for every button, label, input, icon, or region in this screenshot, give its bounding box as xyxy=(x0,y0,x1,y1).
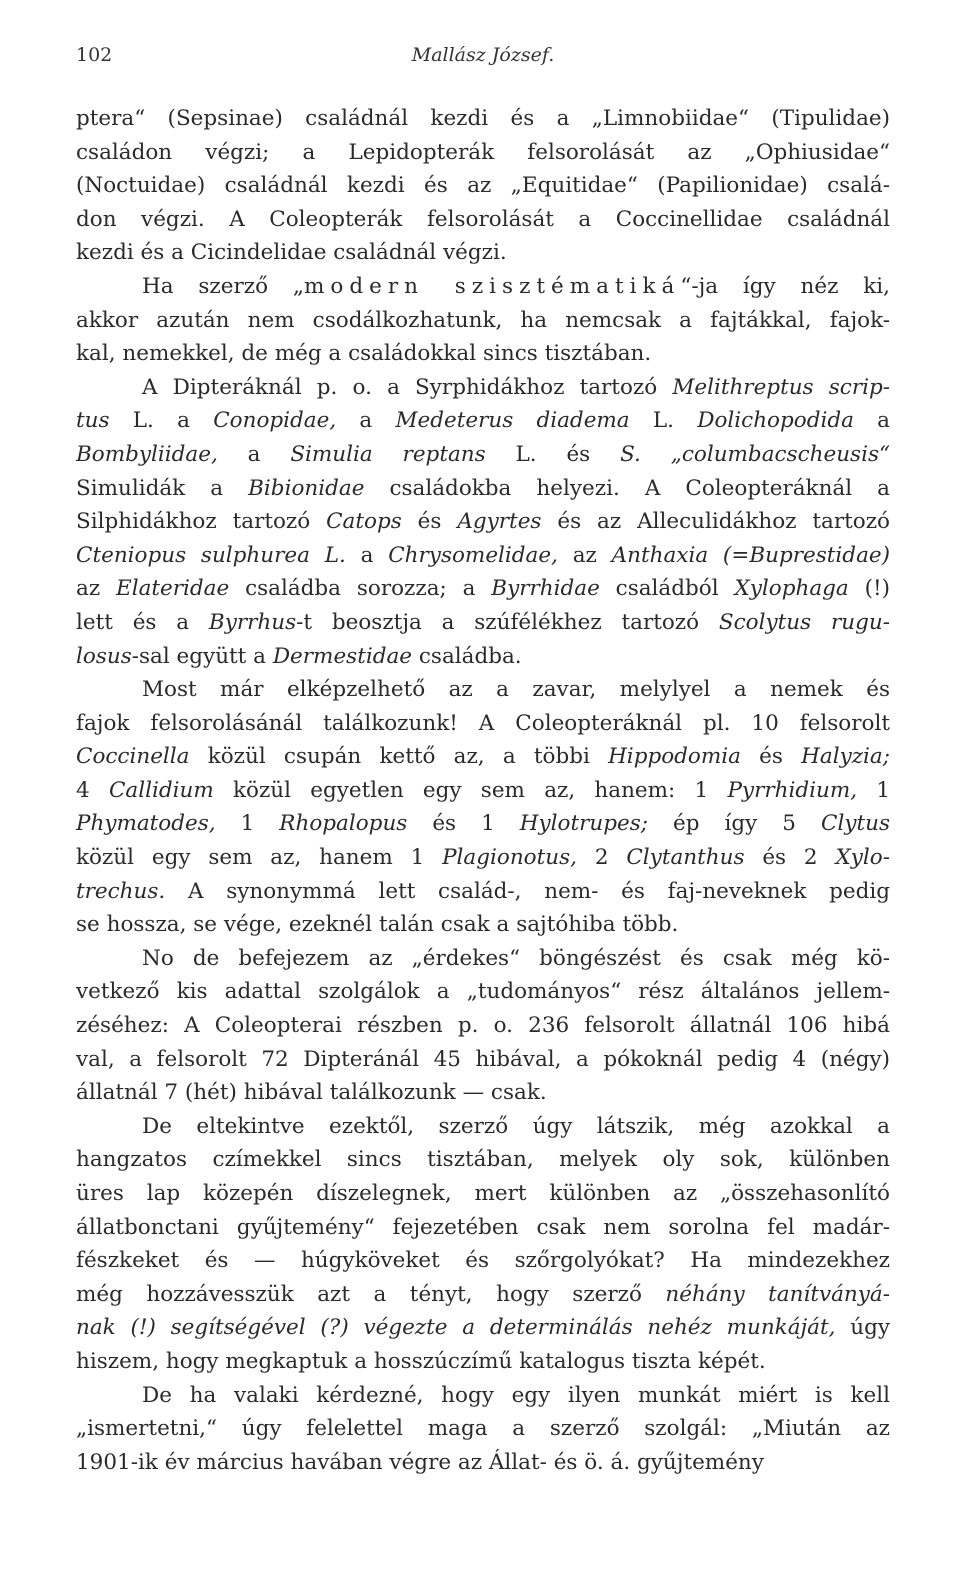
text-run: a xyxy=(853,408,890,434)
text-run: (!) xyxy=(848,576,891,602)
text-line xyxy=(76,1345,890,1379)
text-line xyxy=(76,404,890,438)
text-line xyxy=(76,136,890,170)
text-line xyxy=(76,102,890,136)
italic-text: Medeterus diadema xyxy=(395,408,630,434)
italic-text: Coccinella xyxy=(76,744,190,770)
text-line xyxy=(76,1278,890,1312)
text-line xyxy=(76,673,890,707)
text-line xyxy=(76,975,890,1009)
text-line xyxy=(76,1311,890,1345)
italic-text: Hylotrupes; xyxy=(519,811,649,837)
text-line xyxy=(76,438,890,472)
body-text xyxy=(76,102,890,1479)
italic-text: Anthaxia (=Buprestidae) xyxy=(611,542,890,568)
text-run: családba sorozza; a xyxy=(229,576,492,602)
text-run: L. és xyxy=(485,441,621,467)
italic-text: Xylophaga xyxy=(734,576,849,602)
spaced-text: modern szisztématiká xyxy=(304,273,681,299)
text-run: és az Alleculidákhoz tartozó xyxy=(541,509,890,535)
text-line xyxy=(76,1009,890,1043)
text-run: A Dipteráknál p. o. a Syrphidákhoz tartozó xyxy=(142,374,673,400)
italic-text: Clytus xyxy=(821,811,890,837)
text-run: úgy xyxy=(835,1315,890,1341)
italic-text: trechus. xyxy=(76,878,166,904)
text-line xyxy=(76,807,890,841)
text-line xyxy=(76,203,890,237)
text-run: 2 xyxy=(576,845,627,871)
text-run: és xyxy=(401,509,458,535)
italic-text: S. „columbacscheusis“ xyxy=(620,441,890,467)
italic-text: nak (!) segítségével (?) végezte a determinálás nehéz munkáját, xyxy=(76,1315,836,1341)
text-run: “-ja így néz ki, xyxy=(680,273,890,299)
text-run: 1901-ik év március havában végre az Állat- és ö. á. gyűjtemény xyxy=(76,1449,764,1475)
text-run: Ha szerző „ xyxy=(142,273,305,299)
text-run: Simulidák a xyxy=(76,475,249,501)
text-run: akkor azután nem csodálkozhatunk, ha nemcsak a fajtákkal, fajok- xyxy=(76,307,890,333)
text-run: L. xyxy=(629,408,698,434)
text-run: kezdi és a Cicindelidae családnál végzi. xyxy=(76,240,507,266)
text-line xyxy=(76,270,890,304)
text-line xyxy=(76,1076,890,1110)
text-run: ép így 5 xyxy=(648,811,821,837)
running-head: Mallász József. xyxy=(411,44,555,66)
text-line xyxy=(76,774,890,808)
italic-text: Hippodomia xyxy=(608,744,741,770)
text-run: don végzi. A Coleopterák felsorolását a Coccinellidae családnál xyxy=(76,206,890,232)
text-run: A synonymmá lett család-, nem- és faj-neveknek pedig xyxy=(165,878,890,904)
text-line xyxy=(76,841,890,875)
text-line xyxy=(76,304,890,338)
text-run: családba. xyxy=(412,643,522,669)
text-run: a xyxy=(217,441,291,467)
text-run: 1 xyxy=(857,777,891,803)
italic-text: Rhopalopus xyxy=(279,811,408,837)
italic-text: tus xyxy=(76,408,110,434)
text-run: se hossza, se vége, ezeknél talán csak a sajtóhiba több. xyxy=(76,912,679,938)
italic-text: losus xyxy=(76,643,132,669)
text-run: családon végzi; a Lepidopterák felsorolását az „Ophiusidae“ xyxy=(76,139,890,165)
text-run: fajok felsorolásánál találkozunk! A Coleopteráknál pl. 10 felsorolt xyxy=(76,710,890,736)
italic-text: Halyzia; xyxy=(801,744,890,770)
text-line xyxy=(76,1244,890,1278)
italic-text: Callidium xyxy=(108,777,214,803)
text-run: Most már elképzelhető az a zavar, melylyel a nemek és xyxy=(142,677,890,703)
italic-text: Cteniopus sulphurea L. xyxy=(76,542,346,568)
italic-text: Clytanthus xyxy=(626,845,745,871)
italic-text: Bibionidae xyxy=(248,475,365,501)
italic-text: Agyrtes xyxy=(457,509,542,535)
text-run: val, a felsorolt 72 Dipteránál 45 hibával, a pókoknál pedig 4 (négy) xyxy=(76,1046,890,1072)
text-line xyxy=(76,875,890,909)
text-run: (Noctuidae) családnál kezdi és az „Equitidae“ (Papilionidae) csalá- xyxy=(76,173,890,199)
text-run: a xyxy=(336,408,396,434)
text-run: családból xyxy=(599,576,735,602)
text-line xyxy=(76,371,890,405)
italic-text: Conopidae, xyxy=(213,408,337,434)
page-header xyxy=(76,44,890,74)
text-run: kal, nemekkel, de még a családokkal sincs tisztában. xyxy=(76,341,652,367)
text-run: lett és a xyxy=(76,609,209,635)
italic-text: Chrysomelidae, xyxy=(388,542,558,568)
text-run: 1 xyxy=(215,811,280,837)
text-line xyxy=(76,740,890,774)
italic-text: Byrrhus xyxy=(208,609,297,635)
italic-text: Dermestidae xyxy=(272,643,413,669)
italic-text: Xylo- xyxy=(835,845,890,871)
text-run: a xyxy=(345,542,389,568)
text-line xyxy=(76,640,890,674)
italic-text: Pyrrhidium, xyxy=(727,777,858,803)
text-line xyxy=(76,1043,890,1077)
text-line xyxy=(76,606,890,640)
italic-text: Catops xyxy=(326,509,402,535)
italic-text: Scolytus rugu- xyxy=(718,609,890,635)
text-run: Silphidákhoz tartozó xyxy=(76,509,327,535)
text-run: és xyxy=(740,744,802,770)
text-line xyxy=(76,908,890,942)
text-run: hiszem, hogy megkaptuk a hosszúczímű katalogus tiszta képét. xyxy=(76,1348,766,1374)
text-run: az xyxy=(557,542,612,568)
text-run: az xyxy=(76,576,116,602)
text-run: állatbonctani gyűjtemény“ fejezetében csak nem sorolna fel madár- xyxy=(76,1214,890,1240)
italic-text: Phymatodes, xyxy=(76,811,216,837)
italic-text: Melithreptus scrip- xyxy=(672,374,891,400)
italic-text: Elateridae xyxy=(116,576,230,602)
text-run: közül csupán kettő az, a többi xyxy=(189,744,609,770)
text-run: ptera“ (Sepsinae) családnál kezdi és a „Limnobiidae“ (Tipulidae) xyxy=(76,106,890,131)
italic-text: néhány tanítványá- xyxy=(665,1281,890,1307)
text-line xyxy=(76,572,890,606)
text-line xyxy=(76,707,890,741)
text-line xyxy=(76,942,890,976)
text-line xyxy=(76,337,890,371)
text-run: üres lap közepén díszelegnek, mert különben az „összehasonlító xyxy=(76,1181,890,1206)
text-line xyxy=(76,472,890,506)
text-run: állatnál 7 (hét) hibával találkozunk — csak. xyxy=(76,1080,547,1106)
text-line xyxy=(76,1379,890,1413)
text-run: No de befejezem az „érdekes“ böngészést és csak még kö- xyxy=(142,945,890,971)
text-run: közül egyetlen egy sem az, hanem: 1 xyxy=(213,777,728,803)
text-run: és 2 xyxy=(744,845,836,871)
italic-text: Plagionotus, xyxy=(442,845,577,871)
text-line xyxy=(76,1446,890,1480)
text-line xyxy=(76,236,890,270)
text-run: zéséhez: A Coleopterai részben p. o. 236 felsorolt állatnál 106 hibá xyxy=(76,1013,890,1039)
text-line xyxy=(76,169,890,203)
text-run: L. a xyxy=(109,408,214,434)
text-line xyxy=(76,1211,890,1245)
page-number: 102 xyxy=(76,44,113,66)
text-line xyxy=(76,539,890,573)
text-line xyxy=(76,1143,890,1177)
text-run: -sal együtt a xyxy=(131,643,273,669)
text-run: családokba helyezi. A Coleopteráknál a xyxy=(364,475,890,501)
text-run: közül egy sem az, hanem 1 xyxy=(76,845,443,871)
text-run: De ha valaki kérdezné, hogy egy ilyen munkát miért is kell xyxy=(142,1382,890,1408)
text-run: De eltekintve ezektől, szerző úgy látszik, még azokkal a xyxy=(142,1113,890,1139)
text-run: fészkeket és — húgyköveket és szőrgolyókat? Ha mindezekhez xyxy=(76,1248,890,1274)
text-run: -t beosztja a szúfélékhez tartozó xyxy=(296,609,719,635)
text-run: vetkező kis adattal szolgálok a „tudományos“ rész általános jellem- xyxy=(76,979,890,1005)
text-line xyxy=(76,1110,890,1144)
text-line xyxy=(76,1412,890,1446)
text-run: még hozzávesszük azt a tényt, hogy szerző xyxy=(76,1281,666,1307)
text-line xyxy=(76,505,890,539)
text-run: hangzatos czímekkel sincs tisztában, melyek oly sok, különben xyxy=(76,1147,890,1173)
italic-text: Dolichopodida xyxy=(697,408,854,434)
text-run: és 1 xyxy=(407,811,520,837)
text-line xyxy=(76,1177,890,1211)
italic-text: Byrrhidae xyxy=(491,576,600,602)
text-run: 4 xyxy=(76,777,109,803)
text-run: „ismertetni,“ úgy felelettel maga a szerző szolgál: „Miután az xyxy=(76,1416,890,1442)
italic-text: Simulia reptans xyxy=(290,441,486,467)
italic-text: Bombyliidae, xyxy=(76,441,218,467)
